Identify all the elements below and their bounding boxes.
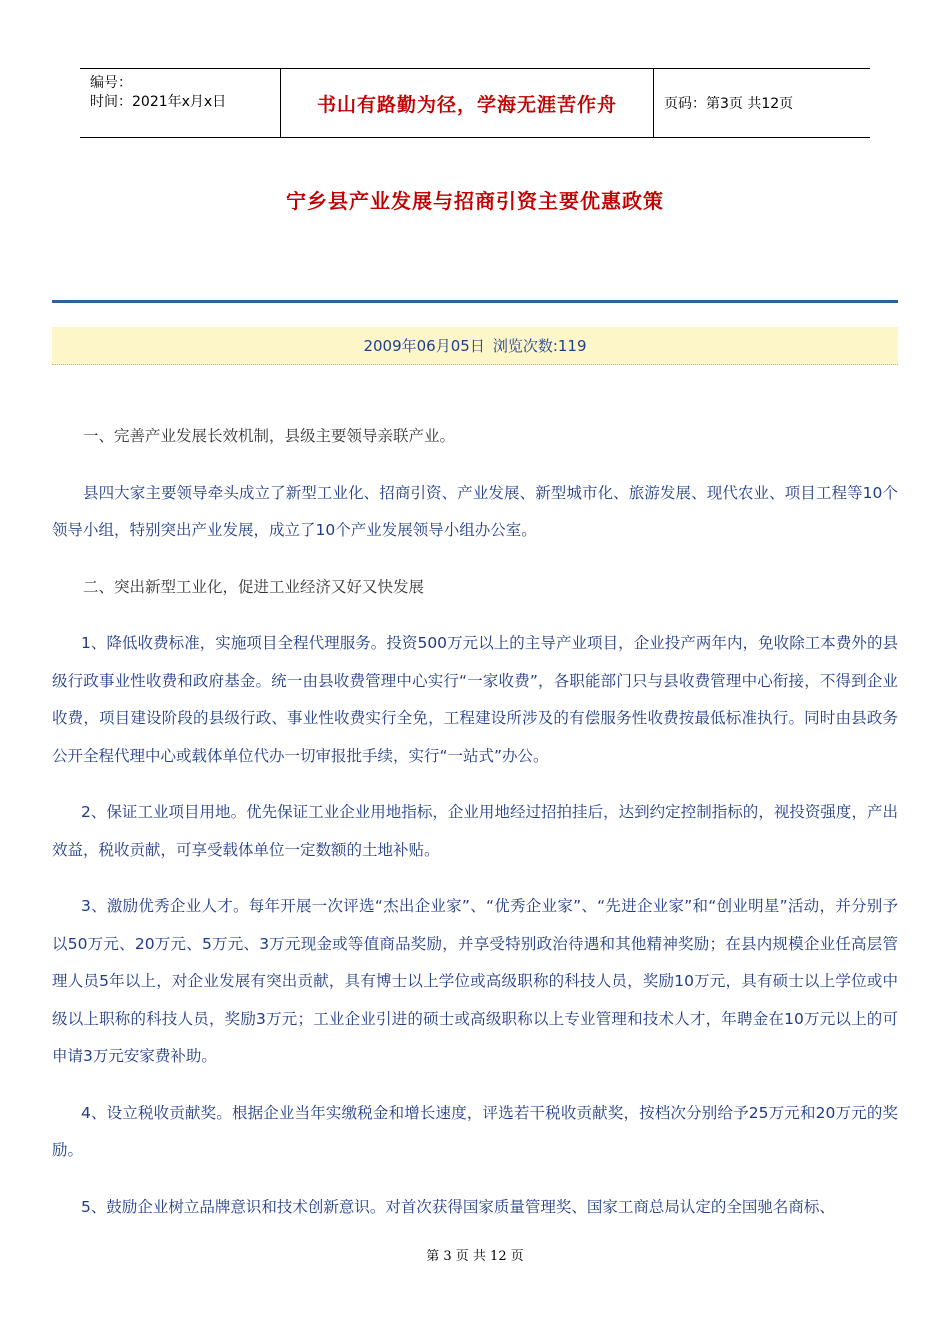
view-count: 浏览次数:119 — [492, 337, 587, 355]
time-label: 时间：2021年x月x日 — [90, 94, 227, 110]
section-heading: 二、突出新型工业化，促进工业经济又好又快发展 — [83, 577, 425, 596]
article-body — [52, 418, 898, 1245]
document-title: 宁乡县产业发展与招商引资主要优惠政策 — [286, 189, 664, 213]
paragraph: 3、激励优秀企业人才。每年开展一次评选“杰出企业家”、“优秀企业家”、“先进企业家”和“创业明星”活动，并分别予以50万元、20万元、5万元、3万元现金或等值商品奖励，并享受特别政治待遇和其他精神奖励；在县内规模企业任高层管理人员5年以上，对企业发展有突出贡献，具有博士以上学位或高级职称的科技人员，奖励10万元，具有硕士以上学位或中级以上职称的科技人员，奖励3万元；工业企业引进的硕士或高级职称以上专业管理和技术人才，年聘金在10万元以上的可申请3万元安家费补助。 — [52, 897, 898, 1065]
publish-date: 2009年06月05日 — [363, 337, 485, 355]
paragraph: 5、鼓励企业树立品牌意识和技术创新意识。对首次获得国家质量管理奖、国家工商总局认定的全国驰名商标、 — [81, 1197, 835, 1216]
motto: 书山有路勤为径，学海无涯苦作舟 — [280, 69, 654, 137]
paragraph: 4、设立税收贡献奖。根据企业当年实缴税金和增长速度，评选若干税收贡献奖，按档次分别给予25万元和20万元的奖励。 — [52, 1103, 898, 1159]
paragraph: 2、保证工业项目用地。优先保证工业企业用地指标，企业用地经过招拍挂后，达到约定控制指标的，视投资强度，产出效益，税收贡献，可享受载体单位一定数额的土地补贴。 — [52, 803, 898, 859]
paragraph: 县四大家主要领导牵头成立了新型工业化、招商引资、产业发展、新型城市化、旅游发展、现代农业、项目工程等10个领导小组，特别突出产业发展，成立了10个产业发展领导小组办公室。 — [52, 483, 898, 539]
paragraph: 1、降低收费标准，实施项目全程代理服务。投资500万元以上的主导产业项目，企业投产两年内，免收除工本费外的县级行政事业性收费和政府基金。统一由县收费管理中心实行“一家收费”，各职能部门只与县收费管理中心衔接，不得到企业收费，项目建设阶段的县级行政、事业性收费实行全免，工程建设所涉及的有偿服务性收费按最低标准执行。同时由县政务公开全程代理中心或载体单位代办一切审报批手续，实行“一站式”办公。 — [52, 634, 898, 765]
section-heading: 一、完善产业发展长效机制，县级主要领导亲联产业。 — [83, 427, 456, 445]
meta-bar — [52, 327, 898, 365]
number-label: 编号： — [90, 75, 132, 91]
page-footer: 第 3 页 共 12 页 — [426, 1249, 524, 1264]
header-info-cell — [80, 69, 280, 137]
header-table — [80, 68, 870, 138]
page-label: 页码：第3页 共12页 — [664, 96, 794, 112]
divider — [52, 300, 898, 303]
